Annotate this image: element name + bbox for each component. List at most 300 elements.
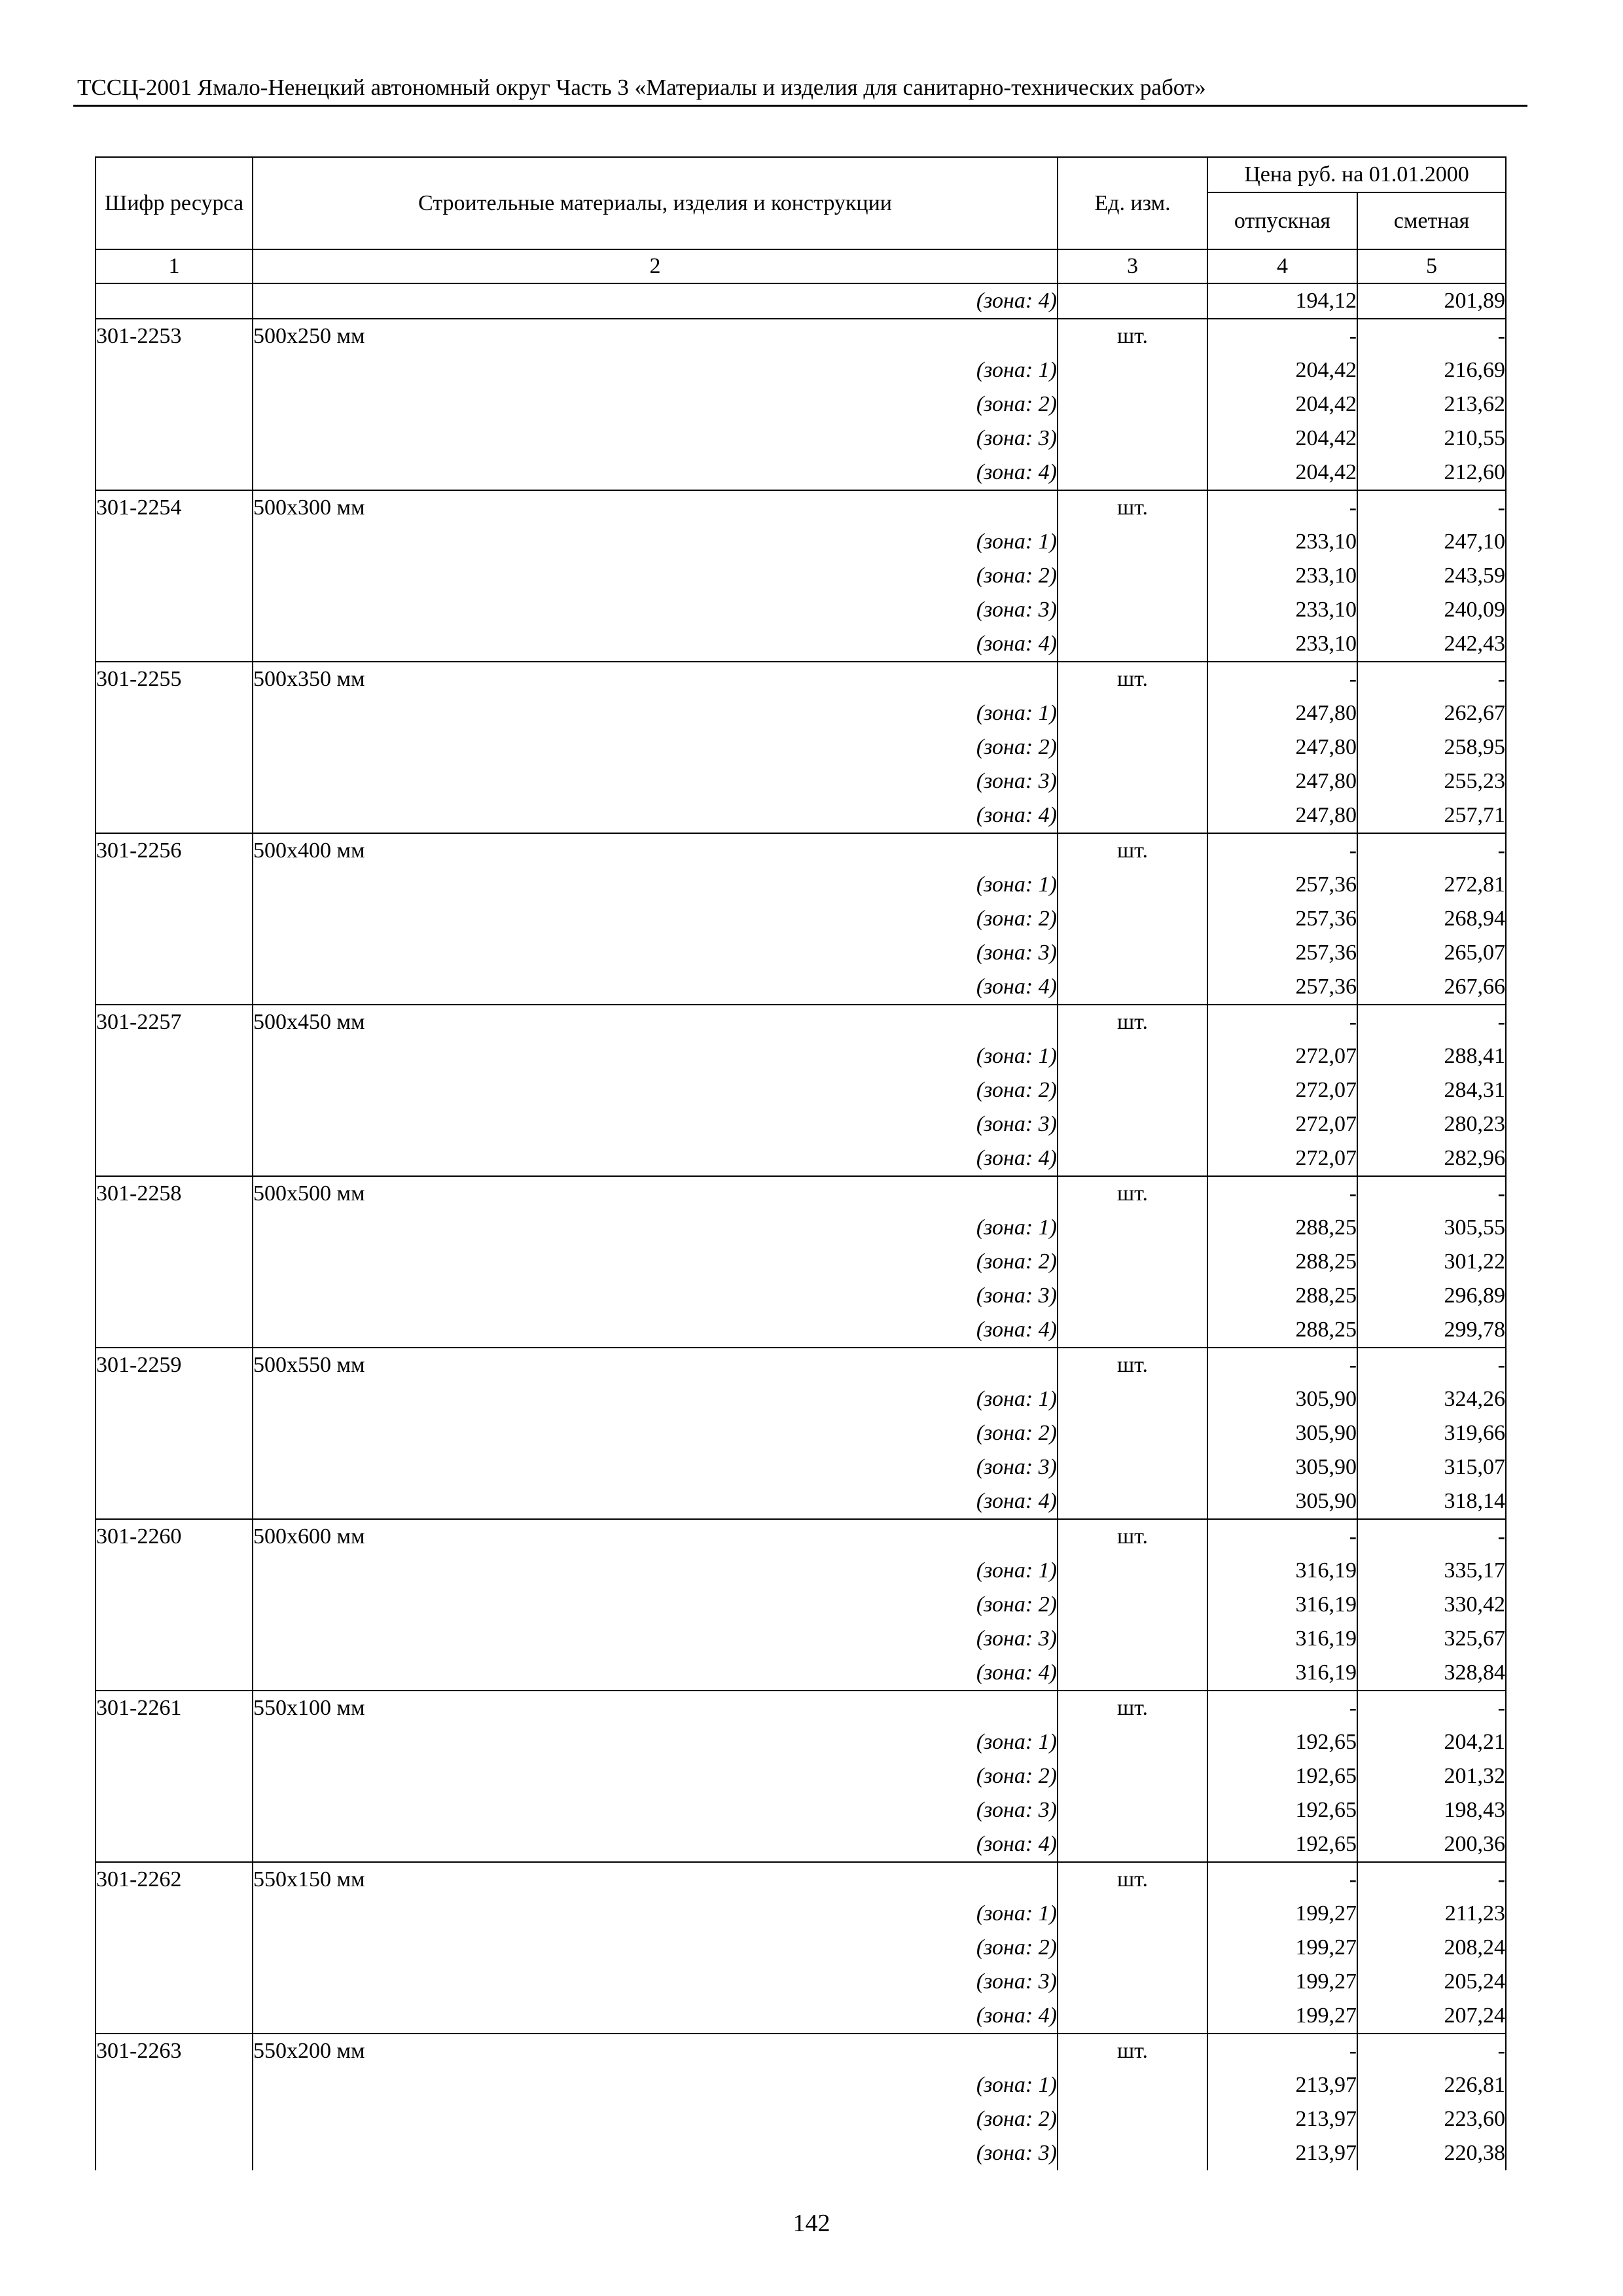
estimate-price: 272,81 [1357,868,1506,902]
release-price: 192,65 [1207,1725,1357,1759]
unit-cell: шт. [1058,1862,1207,1897]
zone-label: (зона: 2) [253,730,1058,764]
page-number: 142 [793,2210,830,2237]
release-price: 257,36 [1207,902,1357,936]
zone-label: (зона: 1) [253,1897,1058,1931]
estimate-price: 324,26 [1357,1382,1506,1416]
estimate-price: - [1357,1348,1506,1382]
unit-cell [1058,1793,1207,1827]
zone-row [96,1245,1506,1279]
zone-label: (зона: 2) [253,902,1058,936]
resource-row [96,1348,1506,1382]
release-price: 305,90 [1207,1484,1357,1519]
release-price: 233,10 [1207,559,1357,593]
resource-name: 550x100 мм [253,1691,1058,1725]
release-price: 305,90 [1207,1382,1357,1416]
resource-code [96,1450,253,1484]
estimate-price: 315,07 [1357,1450,1506,1484]
unit-cell [1058,730,1207,764]
zone-row [96,1382,1506,1416]
resource-code: 301-2262 [96,1862,253,1897]
release-price: 272,07 [1207,1039,1357,1073]
zone-row [96,696,1506,730]
zone-label: (зона: 3) [253,764,1058,798]
release-price: 305,90 [1207,1416,1357,1450]
release-price: 233,10 [1207,593,1357,627]
zone-row [96,2102,1506,2136]
resource-code [96,1725,253,1759]
resource-row [96,1176,1506,1211]
column-header-code: Шифр ресурса [96,157,253,249]
zone-label: (зона: 2) [253,1245,1058,1279]
unit-cell [1058,2136,1207,2170]
release-price: 247,80 [1207,730,1357,764]
zone-label: (зона: 4) [253,970,1058,1005]
resource-code [96,1965,253,1999]
unit-cell: шт. [1058,490,1207,525]
zone-label: (зона: 2) [253,559,1058,593]
release-price: 204,42 [1207,456,1357,490]
estimate-price: 204,21 [1357,1725,1506,1759]
unit-cell [1058,1141,1207,1176]
zone-label: (зона: 1) [253,2068,1058,2102]
unit-cell [1058,1759,1207,1793]
estimate-price: 267,66 [1357,970,1506,1005]
unit-cell [1058,525,1207,559]
estimate-price: 220,38 [1357,2136,1506,2170]
release-price: 192,65 [1207,1759,1357,1793]
release-price: 199,27 [1207,1897,1357,1931]
release-price: 247,80 [1207,764,1357,798]
resource-code [96,1554,253,1588]
zone-row [96,422,1506,456]
column-header-unit: Ед. изм. [1058,157,1207,249]
release-price: 247,80 [1207,696,1357,730]
unit-cell [1058,970,1207,1005]
resource-code [96,627,253,662]
release-price: 316,19 [1207,1554,1357,1588]
zone-row [96,902,1506,936]
resource-code [96,798,253,833]
resource-code: 301-2261 [96,1691,253,1725]
zone-label: (зона: 2) [253,1073,1058,1107]
resource-code: 301-2256 [96,833,253,868]
zone-row [96,593,1506,627]
zone-label: (зона: 4) [253,1313,1058,1348]
resource-row [96,662,1506,696]
unit-cell [1058,764,1207,798]
release-price: - [1207,2034,1357,2068]
unit-cell: шт. [1058,1691,1207,1725]
resource-row [96,319,1506,353]
zone-label: (зона: 1) [253,868,1058,902]
release-price: - [1207,1519,1357,1554]
resource-code [96,1622,253,1656]
zone-label: (зона: 3) [253,593,1058,627]
release-price: 192,65 [1207,1793,1357,1827]
release-price: 257,36 [1207,970,1357,1005]
resource-code [96,936,253,970]
resource-code [96,902,253,936]
release-price: - [1207,1862,1357,1897]
zone-row [96,1450,1506,1484]
zone-label: (зона: 3) [253,1622,1058,1656]
release-price: 288,25 [1207,1211,1357,1245]
column-number: 3 [1058,249,1207,283]
estimate-price: - [1357,1005,1506,1039]
estimate-price: 296,89 [1357,1279,1506,1313]
unit-cell [1058,1554,1207,1588]
resource-name: 550x150 мм [253,1862,1058,1897]
zone-row [96,1141,1506,1176]
resource-code [96,1656,253,1691]
resource-code [96,387,253,422]
estimate-price: 328,84 [1357,1656,1506,1691]
release-price: 288,25 [1207,1279,1357,1313]
estimate-price: 198,43 [1357,1793,1506,1827]
zone-label: (зона: 2) [253,1588,1058,1622]
estimate-price: 265,07 [1357,936,1506,970]
release-price: 204,42 [1207,353,1357,387]
resource-name: 500x400 мм [253,833,1058,868]
release-price: 288,25 [1207,1245,1357,1279]
unit-cell: шт. [1058,1348,1207,1382]
estimate-price: 280,23 [1357,1107,1506,1141]
zone-label: (зона: 1) [253,353,1058,387]
zone-label: (зона: 2) [253,387,1058,422]
estimate-price: - [1357,662,1506,696]
resource-row [96,1862,1506,1897]
zone-row [96,1656,1506,1691]
estimate-price: 318,14 [1357,1484,1506,1519]
release-price: - [1207,662,1357,696]
release-price: - [1207,490,1357,525]
zone-row [96,1827,1506,1862]
release-price: 199,27 [1207,1965,1357,1999]
zone-label: (зона: 4) [253,1141,1058,1176]
estimate-price: 223,60 [1357,2102,1506,2136]
column-header-release: отпускная [1207,192,1357,249]
unit-cell [1058,559,1207,593]
estimate-price: 330,42 [1357,1588,1506,1622]
resource-code [96,2136,253,2170]
unit-cell [1058,1931,1207,1965]
estimate-price: 319,66 [1357,1416,1506,1450]
estimate-price: 201,89 [1357,283,1506,319]
estimate-price: 284,31 [1357,1073,1506,1107]
resource-name: 500x550 мм [253,1348,1058,1382]
zone-row [96,2068,1506,2102]
zone-row [96,456,1506,490]
unit-cell: шт. [1058,833,1207,868]
unit-cell [1058,1279,1207,1313]
unit-cell [1058,1897,1207,1931]
estimate-price: - [1357,1519,1506,1554]
unit-cell [1058,593,1207,627]
release-price: 257,36 [1207,868,1357,902]
estimate-price: 226,81 [1357,2068,1506,2102]
estimate-price: - [1357,1862,1506,1897]
estimate-price: 240,09 [1357,593,1506,627]
resource-name: 500x450 мм [253,1005,1058,1039]
zone-row [96,353,1506,387]
zone-row [96,1965,1506,1999]
unit-cell [1058,1382,1207,1416]
zone-label: (зона: 2) [253,1931,1058,1965]
release-price: 288,25 [1207,1313,1357,1348]
estimate-price: 335,17 [1357,1554,1506,1588]
resource-code [96,2102,253,2136]
unit-cell [1058,387,1207,422]
zone-row [96,798,1506,833]
estimate-price: 210,55 [1357,422,1506,456]
release-price: 272,07 [1207,1073,1357,1107]
resource-name: 500x350 мм [253,662,1058,696]
estimate-price: - [1357,1176,1506,1211]
resource-code: 301-2254 [96,490,253,525]
estimate-price: 242,43 [1357,627,1506,662]
zone-label: (зона: 3) [253,1965,1058,1999]
zone-label: (зона: 4) [253,798,1058,833]
zone-row [96,1211,1506,1245]
estimate-price: 288,41 [1357,1039,1506,1073]
zone-label: (зона: 1) [253,696,1058,730]
zone-label: (зона: 3) [253,1450,1058,1484]
zone-row [96,1416,1506,1450]
resource-code [96,1107,253,1141]
unit-cell: шт. [1058,2034,1207,2068]
release-price: 213,97 [1207,2068,1357,2102]
column-number: 5 [1357,249,1506,283]
zone-row [96,1588,1506,1622]
estimate-price: 325,67 [1357,1622,1506,1656]
document-header: ТССЦ-2001 Ямало-Ненецкий автономный округ Часть 3 «Материалы и изделия для санитарно-технических работ» [77,75,1206,100]
zone-label: (зона: 4) [253,283,1058,319]
zone-label: (зона: 3) [253,1107,1058,1141]
unit-cell [1058,1999,1207,2034]
unit-cell [1058,696,1207,730]
zone-label: (зона: 2) [253,2102,1058,2136]
estimate-price: 208,24 [1357,1931,1506,1965]
resource-code: 301-2258 [96,1176,253,1211]
unit-cell [1058,1313,1207,1348]
zone-row [96,764,1506,798]
zone-row [96,1622,1506,1656]
resource-code [96,1073,253,1107]
resource-code [96,1931,253,1965]
unit-cell [1058,422,1207,456]
zone-label: (зона: 4) [253,1999,1058,2034]
zone-row [96,387,1506,422]
estimate-price: - [1357,490,1506,525]
zone-row [96,1279,1506,1313]
zone-row [96,559,1506,593]
resource-code [96,1588,253,1622]
zone-row [96,1313,1506,1348]
resource-name: 550x200 мм [253,2034,1058,2068]
estimate-price: 205,24 [1357,1965,1506,1999]
resource-code [96,764,253,798]
estimate-price: 213,62 [1357,387,1506,422]
unit-cell [1058,936,1207,970]
release-price: 316,19 [1207,1622,1357,1656]
resource-code: 301-2257 [96,1005,253,1039]
header-rule [73,105,1527,107]
release-price: - [1207,1005,1357,1039]
unit-cell: шт. [1058,319,1207,353]
unit-cell: шт. [1058,1005,1207,1039]
zone-row [96,1999,1506,2034]
release-price: 305,90 [1207,1450,1357,1484]
zone-row [96,936,1506,970]
unit-cell [1058,1725,1207,1759]
resource-code [96,1039,253,1073]
zone-label: (зона: 4) [253,1484,1058,1519]
resource-name: 500x500 мм [253,1176,1058,1211]
estimate-price: 247,10 [1357,525,1506,559]
resource-code [96,353,253,387]
resource-row [96,2034,1506,2068]
price-table [95,156,1507,2170]
zone-row [96,1725,1506,1759]
zone-label: (зона: 1) [253,1211,1058,1245]
estimate-price: 201,32 [1357,1759,1506,1793]
release-price: 233,10 [1207,627,1357,662]
zone-label: (зона: 1) [253,1039,1058,1073]
resource-code [96,283,253,319]
release-price: 213,97 [1207,2136,1357,2170]
resource-code [96,1211,253,1245]
unit-cell: шт. [1058,662,1207,696]
estimate-price: 200,36 [1357,1827,1506,1862]
resource-row [96,1691,1506,1725]
estimate-price: 211,23 [1357,1897,1506,1931]
zone-row [96,525,1506,559]
unit-cell [1058,798,1207,833]
column-header-estimate: сметная [1357,192,1506,249]
unit-cell [1058,353,1207,387]
zone-row [96,730,1506,764]
zone-row [96,2136,1506,2170]
release-price: 316,19 [1207,1588,1357,1622]
release-price: 316,19 [1207,1656,1357,1691]
release-price: 257,36 [1207,936,1357,970]
resource-code [96,593,253,627]
resource-code [96,1897,253,1931]
unit-cell [1058,2068,1207,2102]
unit-cell [1058,1211,1207,1245]
release-price: 199,27 [1207,1999,1357,2034]
estimate-price: 216,69 [1357,353,1506,387]
unit-cell [1058,283,1207,319]
resource-code [96,730,253,764]
estimate-price: - [1357,2034,1506,2068]
resource-code [96,1999,253,2034]
estimate-price: - [1357,1691,1506,1725]
release-price: - [1207,1348,1357,1382]
unit-cell [1058,868,1207,902]
release-price: 192,65 [1207,1827,1357,1862]
unit-cell [1058,1588,1207,1622]
resource-code [96,970,253,1005]
resource-code [96,525,253,559]
unit-cell [1058,1039,1207,1073]
column-number: 4 [1207,249,1357,283]
estimate-price: 243,59 [1357,559,1506,593]
resource-code [96,1827,253,1862]
zone-row [96,1039,1506,1073]
release-price: - [1207,833,1357,868]
zone-row [96,1931,1506,1965]
column-number: 2 [253,249,1058,283]
zone-label: (зона: 2) [253,1759,1058,1793]
resource-code: 301-2259 [96,1348,253,1382]
resource-code [96,1313,253,1348]
zone-label: (зона: 1) [253,525,1058,559]
resource-code [96,1279,253,1313]
estimate-price: 299,78 [1357,1313,1506,1348]
release-price: 247,80 [1207,798,1357,833]
estimate-price: 301,22 [1357,1245,1506,1279]
release-price: 194,12 [1207,283,1357,319]
unit-cell [1058,1484,1207,1519]
resource-row [96,1005,1506,1039]
unit-cell [1058,456,1207,490]
unit-cell [1058,1245,1207,1279]
zone-row [96,1107,1506,1141]
zone-label: (зона: 1) [253,1382,1058,1416]
zone-label: (зона: 3) [253,936,1058,970]
zone-row [96,1897,1506,1931]
zone-label: (зона: 3) [253,1793,1058,1827]
resource-code [96,1416,253,1450]
resource-code: 301-2253 [96,319,253,353]
column-number: 1 [96,249,253,283]
release-price: 213,97 [1207,2102,1357,2136]
resource-code [96,1793,253,1827]
unit-cell [1058,1107,1207,1141]
estimate-price: 255,23 [1357,764,1506,798]
unit-cell: шт. [1058,1519,1207,1554]
release-price: - [1207,1176,1357,1211]
resource-code [96,559,253,593]
unit-cell [1058,902,1207,936]
resource-code [96,1382,253,1416]
resource-code [96,1141,253,1176]
estimate-price: 305,55 [1357,1211,1506,1245]
resource-code [96,2068,253,2102]
unit-cell [1058,1656,1207,1691]
zone-label: (зона: 1) [253,1725,1058,1759]
zone-label: (зона: 4) [253,456,1058,490]
resource-code [96,868,253,902]
release-price: 233,10 [1207,525,1357,559]
resource-code [96,1245,253,1279]
estimate-price: 207,24 [1357,1999,1506,2034]
resource-code [96,456,253,490]
zone-row [96,1793,1506,1827]
resource-row [96,833,1506,868]
estimate-price: 282,96 [1357,1141,1506,1176]
zone-label: (зона: 3) [253,1279,1058,1313]
resource-code: 301-2260 [96,1519,253,1554]
zone-label: (зона: 4) [253,627,1058,662]
unit-cell [1058,2102,1207,2136]
zone-row [96,868,1506,902]
zone-row [96,627,1506,662]
resource-name: 500x600 мм [253,1519,1058,1554]
unit-cell [1058,1450,1207,1484]
